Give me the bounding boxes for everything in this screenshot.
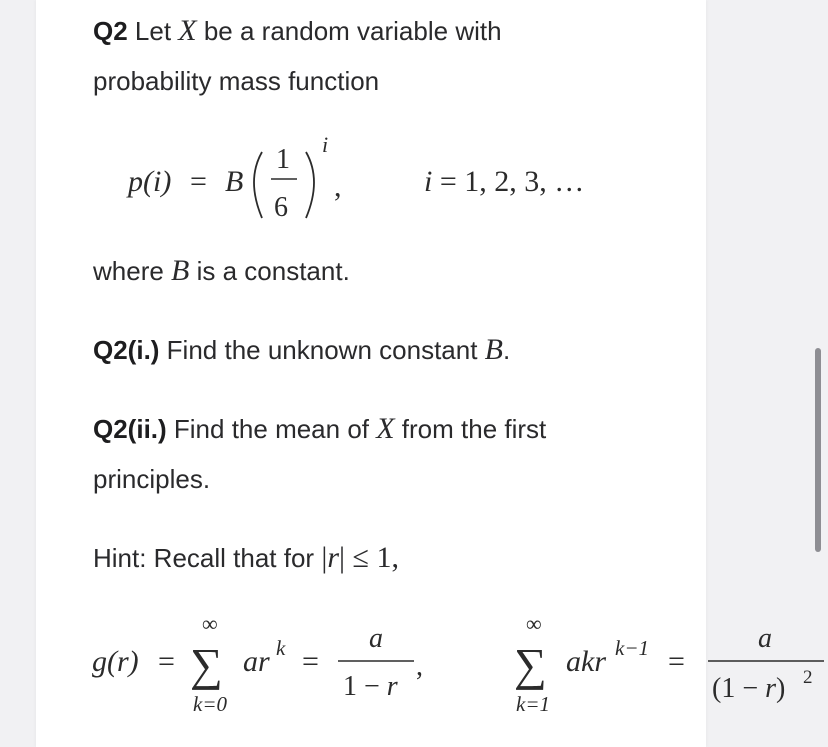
pmf-equals: = xyxy=(190,165,207,198)
q2ii-line-1 xyxy=(93,414,546,444)
f2-sum-top: ∞ xyxy=(526,611,542,636)
q2i-line xyxy=(93,335,510,365)
q2i-b: B xyxy=(484,333,503,366)
hint-math-r: r xyxy=(327,541,340,574)
f1-sum-bottom: k=0 xyxy=(193,692,227,716)
pmf-constant-b: B xyxy=(225,165,244,198)
q2-line-2: probability mass function xyxy=(93,66,380,96)
f2-term-exp: k−1 xyxy=(615,636,649,660)
f1-comma: , xyxy=(416,651,423,682)
q2-text-1: Let xyxy=(127,16,179,46)
where-pre: where xyxy=(93,256,172,286)
q2i-end: . xyxy=(502,335,511,365)
f2-equals: = xyxy=(668,645,685,678)
f2-den-r: r xyxy=(765,673,777,704)
f1-sigma: ∑ xyxy=(190,639,223,690)
pmf-right-paren xyxy=(306,152,314,218)
q2i-text: Find the unknown constant xyxy=(159,335,485,365)
pmf-exponent: i xyxy=(322,132,329,157)
pmf-equation xyxy=(0,130,700,230)
f2-den-b: ) xyxy=(776,673,786,704)
pmf-lhs: p(i) xyxy=(128,165,172,198)
f1-term-exp: k xyxy=(276,636,286,660)
f1-term: ar xyxy=(243,645,270,678)
where-b: B xyxy=(171,254,190,287)
where-post: is a constant. xyxy=(189,256,350,286)
f2-den xyxy=(712,673,785,704)
pmf-fraction-num: 1 xyxy=(276,144,290,175)
q2-label: Q2 xyxy=(93,16,128,46)
pmf-left-paren xyxy=(254,152,262,218)
hint-line xyxy=(93,543,399,573)
f1-equals: = xyxy=(158,645,175,678)
hint-math-rest: | ≤ 1, xyxy=(339,541,399,574)
q2-variable-x: X xyxy=(178,14,197,47)
pmf-range-text: = 1, 2, 3, … xyxy=(432,165,585,198)
pmf-fraction-den: 6 xyxy=(274,192,288,223)
f2-sigma: ∑ xyxy=(514,639,547,690)
f1-den-r: r xyxy=(386,671,398,702)
pmf-range: i = 1, 2, 3, … xyxy=(424,165,585,198)
hint-math-bar: | xyxy=(321,541,328,574)
q2ii-line-2: principles. xyxy=(93,464,211,494)
pmf-comma: , xyxy=(334,170,342,203)
q2ii-label: Q2(ii.) xyxy=(93,414,167,444)
hint-math xyxy=(321,541,399,574)
f2-den-exp: 2 xyxy=(803,667,813,688)
f2-num: a xyxy=(758,623,772,654)
f1-num: a xyxy=(369,623,383,654)
vertical-scrollbar[interactable] xyxy=(815,348,821,552)
f1-equals-2: = xyxy=(302,645,319,678)
f1-lhs: g(r) xyxy=(92,645,139,678)
series-formulas xyxy=(0,605,828,725)
q2-text-2: be a random variable with xyxy=(196,16,502,46)
hint-text: Hint: Recall that for xyxy=(93,543,322,573)
q2-line-1 xyxy=(93,16,502,46)
q2ii-variable-x: X xyxy=(376,412,395,445)
f2-sum-bottom: k=1 xyxy=(516,692,550,716)
q2ii-text-2: from the first xyxy=(394,414,547,444)
f1-sum-top: ∞ xyxy=(202,611,218,636)
f2-term: akr xyxy=(566,645,606,678)
q2ii-text-1: Find the mean of xyxy=(166,414,377,444)
f1-den-one: 1 − xyxy=(343,671,387,702)
q2i-label: Q2(i.) xyxy=(93,335,160,365)
f1-den xyxy=(343,671,398,702)
f2-den-a: (1 − xyxy=(712,673,766,704)
where-line xyxy=(93,256,350,286)
